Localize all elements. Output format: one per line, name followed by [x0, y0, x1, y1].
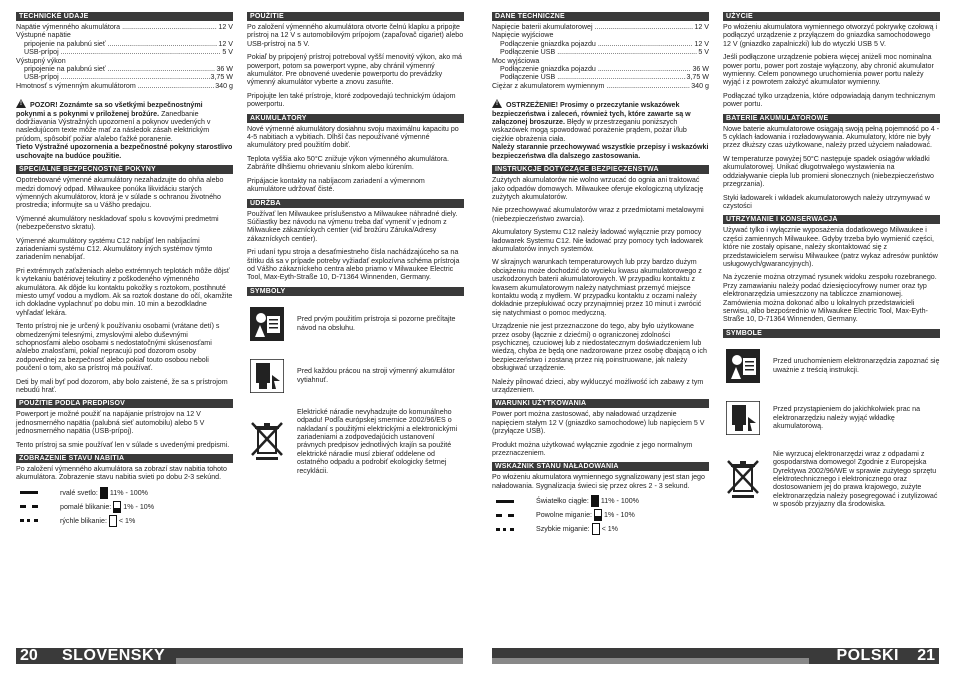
spec-row: [492, 48, 709, 56]
paragraph: Nowe baterie akumulatorowe osiągają swoją pełną pojemność po 4 - 5 cyklach ładowania i rozładowywania. Akumulatory, które nie były przez dłuższy czas użytkowane, należy przed użyciem naładować.: [723, 124, 940, 150]
battery-removal-icon: [247, 356, 287, 396]
paragraph: Tento prístroj sa smie používať len v súlade s uvedenými predpismi.: [16, 440, 230, 449]
spec-row: [16, 57, 233, 65]
paragraph: Pokiaľ by pripojený prístroj potreboval vyšší menovitý výkon, ako má powerport, potom sa powerport vypne, aby chránil výmenný akumulátor. Pre obnovené uvedenie powerportu do prevádzky výmenný akumulátor vyberte a znovu zasuňte.: [247, 53, 462, 87]
indicator-range: 11% - 100%: [600, 497, 639, 506]
use-paragraphs: [723, 23, 940, 109]
spec-row: [492, 40, 709, 48]
symbol-list: [247, 304, 464, 475]
spec-value: [708, 57, 709, 65]
paragraph: Urządzenie nie jest przeznaczone do tego, aby było użytkowane przez osoby (łącznie z dziećmi) o ograniczonej zdolności psychicznej, czuciowej lub z niedostatecznym doświadczeniem lub wiedzą, chyba że będą one nadzorowane przez osobę dbającą o ich bezpieczeństwo i zostaną przez nią poinstruowane, jak należy obsługiwać urządzenie.: [492, 322, 707, 373]
charge-indicator-row: [20, 515, 233, 527]
manual-icon: [247, 304, 287, 344]
spec-row: [16, 65, 233, 73]
indicator-label: Szybkie miganie:: [536, 525, 590, 534]
symbol-row: [247, 408, 464, 475]
spec-label: USB-prípoj .....: [24, 48, 221, 56]
section-heading-use: UŻYCIE: [723, 12, 940, 21]
spec-row: [492, 65, 709, 73]
charge-indicator-row: [20, 501, 233, 513]
weee-bin-icon: [723, 459, 763, 499]
battery-removal-icon: [723, 398, 763, 438]
spec-value: 36 W: [692, 65, 709, 74]
paragraph: Opotrebované výmenné akumulátory nezahadzujte do ohňa alebo medzi domový odpad. Milwaukee ponúka likvidáciu starých výmenných akumulátorov, ktorá je v súlade s ochranou životného prostredia; informujte sa u Vášho predajcu.: [16, 176, 224, 210]
section-heading-tech: DANE TECHNICZNE: [492, 12, 709, 21]
warning-icon: [16, 99, 26, 108]
spec-row: [492, 82, 709, 90]
indicator-range: < 1%: [118, 516, 136, 525]
spec-value: 3,75 W: [686, 73, 709, 82]
symbol-row: [723, 398, 940, 438]
paragraph: Teplota vyššia ako 50°C znižuje výkon výmenného akumulátora. Zabráňte dlhšiemu ohrievaniu slnkom alebo kúrením.: [247, 154, 449, 172]
paragraph: Produkt można użytkować wyłącznie zgodnie z jego normalnym przeznaczeniem.: [492, 440, 693, 458]
spec-label: Podłączenie USB .....: [500, 73, 686, 81]
battery-level-icon: [113, 501, 121, 513]
spec-value: 5 V: [698, 48, 709, 57]
symbol-description: Pred každou prácou na stroji výmenný akumulátor vytiahnuť.: [297, 367, 455, 384]
footer-right: [492, 648, 939, 664]
paragraph: Należy pilnować dzieci, aby wykluczyć możliwość ich zabawy z tym urządzeniem.: [492, 377, 704, 395]
symbol-row: [723, 346, 940, 386]
column-2: [247, 12, 464, 487]
footer-bar: [492, 658, 809, 664]
page-number: 20: [20, 647, 38, 664]
spec-row: [16, 23, 233, 31]
paragraph: W skrajnych warunkach temperaturowych lub przy bardzo dużym obciążeniu może dochodzić do wycieku kwasu akumulatorowego z uszkodzonych baterii akumulatorowych. W przypadku kontaktu z kwasem akumulatorowym należy natychmiast przemyć miejsce kontaktu wodą z mydłem. W przypadku kontaktu z oczami należy dokładnie przepłukiwać oczy przynajmniej przez 10 minut i zwrócić się natychmiast o pomoc medyczną.: [492, 258, 702, 317]
spec-label: pripojenie na palubnú sieť .....: [24, 65, 215, 73]
spec-list: [16, 23, 233, 90]
blink-pattern-icon: [496, 500, 514, 503]
section-heading-symbols: SYMBOLY: [247, 287, 464, 296]
spec-row: [492, 31, 709, 39]
symbol-description: Przed uruchomieniem elektronarzędzia zapoznać się uważnie z treścią instrukcji.: [773, 357, 940, 374]
paragraph: Výmenné akumulátory systému C12 nabíjať len nabíjacími zariadeniami systému C12. Akumulátory iných systémov týmto zariadením nenabíjať.: [16, 236, 213, 262]
maintenance-paragraphs: [723, 226, 940, 323]
paragraph: Używać tylko i wyłącznie wyposażenia dodatkowego Milwaukee i części zamiennych Milwaukee. Gdyby trzeba było wymienić części, które nie zostały opisane, należy skontaktować się z przedstawicielem serwisu Milwaukee (patrz wykaz adresów punktów usługowych/gwarancyjnych).: [723, 226, 938, 268]
paragraph: Styki ładowarek i wkładek akumulatorowych należy utrzymywać w czystości: [723, 193, 930, 210]
paragraph: Po založení výmenného akumulátora otvorte čelnú klapku a pripojte prístroj na 12 V s automobilovým prípojom (zapaľovač cigariet) alebo USB-prístroj na 5 V.: [247, 23, 464, 48]
indicator-label: rýchle blikanie:: [60, 516, 107, 525]
column-4: [723, 12, 940, 521]
section-heading-tech: TECHNICKÉ ÚDAJE: [16, 12, 233, 21]
symbol-row: [247, 356, 464, 396]
spec-value: 340 g: [691, 81, 709, 90]
paragraph: Akumulatory Systemu C12 należy ładować wyłącznie przy pomocy ładowarek Systemu C12. Nie ładować przy pomocy tych ładowarek akumulatorów innych systemów.: [492, 228, 703, 253]
section-heading-charge: WSKAŹNIK STANU NAŁADOWANIA: [492, 462, 709, 471]
footer-left: [16, 648, 463, 664]
paragraph: Výmenné akumulátory neskladovať spolu s kovovými predmetmi (nebezpečenstvo skratu).: [16, 214, 219, 232]
footer-bar: [176, 658, 463, 664]
paragraph: Powerport je možné použiť na napájanie prístrojov na 12 V jednosmerného napätia (palubná sieť automobilu) alebo 5 V jednosmerného napätia (USB-prípoj).: [16, 410, 205, 436]
spec-label: Podłączenie gniazdka pojazdu .....: [500, 40, 693, 48]
warning-block: [16, 99, 233, 160]
paragraph: Tento prístroj nie je určený k používaniu osobami (vrátane detí) s obmedzenými telesnými, zmyslovými alebo duševnými schopnosťami alebo osobami s nedostatočnými skúsenosťami a/alebo znalosťami, pokiaľ nepracujú pod dozorom osoby zodpovednej za bezpečnosť alebo pokiaľ touto osobou neboli poučení o tom, ako sa prístroj má používať.: [16, 322, 220, 373]
paragraph: Zużytych akumulatorów nie wolno wrzucać do ognia ani traktować jako odpadów domowych. Milwaukee oferuje ekologiczną utylizację zużytych akumulatorów.: [492, 176, 704, 201]
charge-paragraph: Po włożeniu akumulatora wymiennego sygnalizowany jest stan jego naładowania. Sygnalizacja świeci się przez okres 2 - 3 sekund.: [492, 473, 705, 490]
use-paragraphs: [16, 410, 233, 449]
section-heading-special: INSTRUKCJE DOTYCZĄCE BEZPIECZEŃSTWA: [492, 165, 709, 174]
indicator-label: Światełko ciągłe:: [536, 497, 589, 506]
spec-value: 5 V: [222, 48, 233, 57]
spec-value: 12 V: [694, 23, 709, 31]
spec-value: [708, 31, 709, 39]
blink-pattern-icon: [496, 514, 514, 517]
spec-label: Hmotnosť s výmenným akumulátorom .....: [16, 82, 214, 90]
paragraph: Nové výmenné akumulátory dosiahnu svoju maximálnu kapacitu po 4-5 nabitiach a vybitiach. Dlhší čas nepoužívané výmenné akumulátory pred použitím dobiť.: [247, 124, 459, 150]
language-label: POLSKI: [836, 647, 899, 664]
blink-pattern-icon: [496, 528, 514, 531]
use-paragraphs: [492, 410, 709, 457]
accumulator-paragraphs: [247, 125, 464, 194]
spec-label: Výstupný výkon: [16, 56, 66, 65]
spec-label: Napięcie wyjściowe: [492, 31, 554, 40]
use-paragraphs: [247, 23, 464, 109]
paragraph: Na życzenie można otrzymać rysunek widoku zespołu rozebranego. Przy zamawianiu należy podać dziesięciocyfrowy numer oraz typ elektronarzędzia umieszczony na tabliczce znamionowej. Zamówienia można dokonać albo u lokalnych przedstawicieli serwisu, albo bezpośrednio w Milwaukee Electric Tool, Max-Eyth-Straße 10, D-71364 Winnenden, Germany.: [723, 273, 937, 324]
indicator-label: pomalé blikanie:: [60, 502, 112, 511]
spec-label: Podłączenie USB .....: [500, 48, 697, 56]
spec-row: [16, 40, 233, 48]
paragraph: Pri extrémnych zaťaženiach alebo extrémnych teplotách môže dôjsť k vytekaniu batériovej tekutiny z poškodeného výmenného akumulátora. Ak dôjde ku kontaktu pokožky s roztokom, postihnuté miesto umyť vodou a mydlom. Ak sa roztok dostane do očí, okamžite ich dokladne vyplachnuť po dobu min. 10 min a bezodkladne vyhľadať lekára.: [16, 266, 233, 317]
blink-pattern-icon: [20, 519, 38, 522]
section-heading-maintenance: UTRZYMANIE I KONSERWACJA: [723, 215, 940, 224]
paragraph: Nie przechowywać akumulatorów wraz z przedmiotami metalowymi (niebezpieczeństwo zwarcia).: [492, 206, 704, 223]
warning-text: Zanedbanie dodržiavania Výstražných upozornení a pokynov uvedených v nasledujúcom texte môže mať za následok zásah elektrickým prúdom, spôsobiť požiar a/alebo ťažké poranenie.: [16, 109, 211, 143]
symbol-list: [723, 346, 940, 509]
paragraph: Pripájacie kontakty na nabíjacom zariadení a výmennom akumulátore udržovať čisté.: [247, 176, 425, 194]
section-heading-use: POUŽITIE: [247, 12, 464, 21]
battery-level-icon: [100, 487, 108, 499]
symbol-description: Elektrické náradie nevyhadzujte do komunálneho odpadu! Podľa európskej smernice 2002/96/ES o nakladaní s použitými elektrickými a elektronickými zariadeniami a zodpovedajúcich ustanovení právnych predpisov jednotlivých krajín sa použité elektrické náradie musí zbierať oddelene od ostatného odpadu a podrobiť ekologicky šetrnej recyklácii.: [297, 407, 458, 475]
section-heading-charge: ZOBRAZENIE STAVU NABITIA: [16, 454, 233, 463]
symbol-description: Przed przystąpieniem do jakichkolwiek prac na elektronarzędziu należy wyjąć wkładkę akumulatorową.: [773, 405, 921, 430]
manual-icon: [723, 346, 763, 386]
section-heading-symbols: SYMBOLE: [723, 329, 940, 338]
section-heading-use: WARUNKI UŻYTKOWANIA: [492, 399, 709, 408]
paragraph: Používať len Milwaukee príslušenstvo a Milwaukee náhradné diely. Súčiastky bez návodu na výmenu treba dať vymeniť v jednom z Milwaukee zákazníckych centier (viď brožúru Záruka/Adresy zákazníckych centier).: [247, 209, 458, 243]
indicator-label: rvalé svetlo:: [60, 488, 98, 497]
battery-level-icon: [591, 495, 599, 507]
indicator-range: 1% - 10%: [604, 511, 635, 520]
spec-row: [492, 23, 709, 31]
spec-label: Moc wyjściowa: [492, 56, 540, 65]
paragraph: Pri udaní typu stroja a desaťmiestneho čísla nachádzajúceho sa na štítku dá sa v prípade potreby vyžiadať explozívna schéma prístroja od Vášho zákazníckeho centra alebo priamo v Milwaukee Electric Tool, Max-Eyth-Straße 10, D-71364 Winnenden, Germany.: [247, 248, 460, 282]
spec-value: 12 V: [218, 23, 233, 31]
section-heading-accumulators: AKUMULÁTORY: [247, 114, 464, 123]
spec-value: 12 V: [218, 39, 233, 48]
symbol-description: Pred prvým použitím prístroja si pozorne prečítajte návod na obsluhu.: [297, 315, 456, 332]
warning-bold: OSTRZEŻENIE! Prosimy o przeczytanie wskazówek bezpieczeństwa i zaleceń, również tych, które zawarte są w załączonej broszurze.: [492, 101, 691, 127]
spec-row: [16, 82, 233, 90]
indicator-list: [492, 495, 709, 535]
battery-level-icon: [594, 509, 602, 521]
spec-label: Napätie výmenného akumulátora .....: [16, 23, 217, 31]
charge-indicator-row: [496, 523, 709, 535]
spec-value: 12 V: [694, 39, 709, 48]
blink-pattern-icon: [20, 505, 38, 508]
spec-label: Napięcie baterii akumulatorowej .....: [492, 23, 693, 31]
paragraph: Pripojujte len také prístroje, ktoré zodpovedajú technickým údajom powerportu.: [247, 91, 456, 109]
paragraph: Power port można zastosować, aby naładować urządzenie napięciem stałym 12 V (gniazdko samochodowe) lub napięciem 5 V (przyłącze USB).: [492, 410, 705, 436]
spec-row: [16, 31, 233, 39]
symbol-row: [247, 304, 464, 344]
spec-value: 340 g: [215, 81, 233, 90]
charge-indicator-row: [496, 509, 709, 521]
special-paragraphs: [492, 176, 709, 394]
battery-level-icon: [592, 523, 600, 535]
column-3: [492, 12, 709, 537]
spec-row: [492, 57, 709, 65]
accumulator-paragraphs: [723, 125, 940, 211]
spec-label: pripojenie na palubnú sieť .....: [24, 40, 217, 48]
spec-label: Výstupné napätie: [16, 31, 71, 40]
spec-label: Ciężar z akumulatorem wymiennym .....: [492, 82, 690, 90]
section-heading-accumulators: BATERIE AKUMULATOROWE: [723, 114, 940, 123]
warning-text: Błędy w przestrzeganiu poniższych wskazówek mogą spowodować porażenie prądem, pożar i/lub ciężkie obrażenia ciała.: [492, 118, 687, 143]
indicator-list: [16, 487, 233, 527]
paragraph: Deti by mali byť pod dozorom, aby bolo zaistené, že sa s prístrojom nebudú hrať.: [16, 377, 228, 395]
paragraph: Jeśli podłączone urządzenie pobiera więcej aniżeli moc nominalna power portu, power port zostaje wyłączony, aby chronić akumulator wymienny. Celem ponownego uruchomienia power portu należy wyjąć i z powrotem założyć akumulator wymienny.: [723, 53, 934, 87]
warning-bold-2: Tieto Výstražné upozornenia a bezpečnostné pokyny starostlivo uschovajte na budúce použitie.: [16, 143, 233, 160]
column-1: [16, 12, 233, 529]
spec-row: [16, 48, 233, 56]
section-heading-maintenance: ÚDRŽBA: [247, 199, 464, 208]
charge-paragraph: Po založení výmenného akumulátora sa zobrazí stav nabitia tohoto akumulátora. Zobrazenie stavu nabitia svieti po dobu 2-3 sekúnd.: [16, 465, 227, 482]
section-heading-use: POUŽITIE PODĽA PREDPISOV: [16, 399, 233, 408]
maintenance-paragraphs: [247, 210, 464, 282]
symbol-row: [723, 450, 940, 509]
spec-value: 36 W: [216, 65, 233, 74]
spec-value: [232, 57, 233, 65]
charge-indicator-row: [496, 495, 709, 507]
spec-label: Podłączenie gniazdka pojazdu .....: [500, 65, 691, 73]
language-label: SLOVENSKY: [62, 647, 166, 664]
battery-level-icon: [109, 515, 117, 527]
spec-label: USB-prípoj .....: [24, 73, 210, 81]
symbol-description: Nie wyrzucaj elektronarzędzi wraz z odpadami z gospodarstwa domowego! Zgodnie z Europejska Dyrektywa 2002/96/WE w sprawie zużytego sprzętu elektrotechnicznego i elektronicznego oraz dostosowaniem jej do prawa krajowego, zużyte elektronarzędzia należy posegregować i zutylizować w sposób przyjazny dla środowiska.: [773, 449, 938, 509]
paragraph: Po włożeniu akumulatora wymiennego otworzyć pokrywkę czołową i podłączyć urządzenie z przyłączem do gniazdka samochodowego 12 V (gniazdko zapalniczki) lub do wtyczki USB 5 V.: [723, 23, 938, 48]
warning-bold-2: Należy starannie przechowywać wszystkie przepisy i wskazówki bezpieczeństwa dla dalszego zastosowania.: [492, 143, 709, 160]
weee-bin-icon: [247, 421, 287, 461]
spec-list: [492, 23, 709, 90]
warning-block: [492, 99, 709, 160]
section-heading-special: ŠPECIÁLNE BEZPEČNOSTNÉ POKYNY: [16, 165, 233, 174]
blink-pattern-icon: [20, 491, 38, 494]
indicator-range: 1% - 10%: [123, 502, 155, 511]
spec-value: 3,75 W: [210, 73, 233, 82]
indicator-range: < 1%: [601, 525, 618, 534]
spec-row: [492, 73, 709, 81]
paragraph: W temperaturze powyżej 50°C następuje spadek osiągów wkładki akumulatorowej. Unikać długotrwałego wystawienia na oddziaływanie ciepła lub promieni słonecznych (niebezpieczeństwo przegrzania).: [723, 154, 934, 189]
warning-bold: POZOR! Zoznámte sa so všetkými bezpečnostnými pokynmi a s pokynmi v priloženej brožúre.: [16, 101, 203, 118]
indicator-label: Powolne miganie:: [536, 511, 592, 520]
spec-value: [232, 31, 233, 39]
indicator-range: 11% - 100%: [109, 488, 148, 497]
paragraph: Podłączać tylko urządzenia, które odpowiadają danym technicznym power portu.: [723, 91, 936, 109]
warning-icon: [492, 99, 502, 108]
special-paragraphs: [16, 176, 233, 394]
spec-row: [16, 73, 233, 81]
page-number: 21: [917, 647, 935, 664]
charge-indicator-row: [20, 487, 233, 499]
